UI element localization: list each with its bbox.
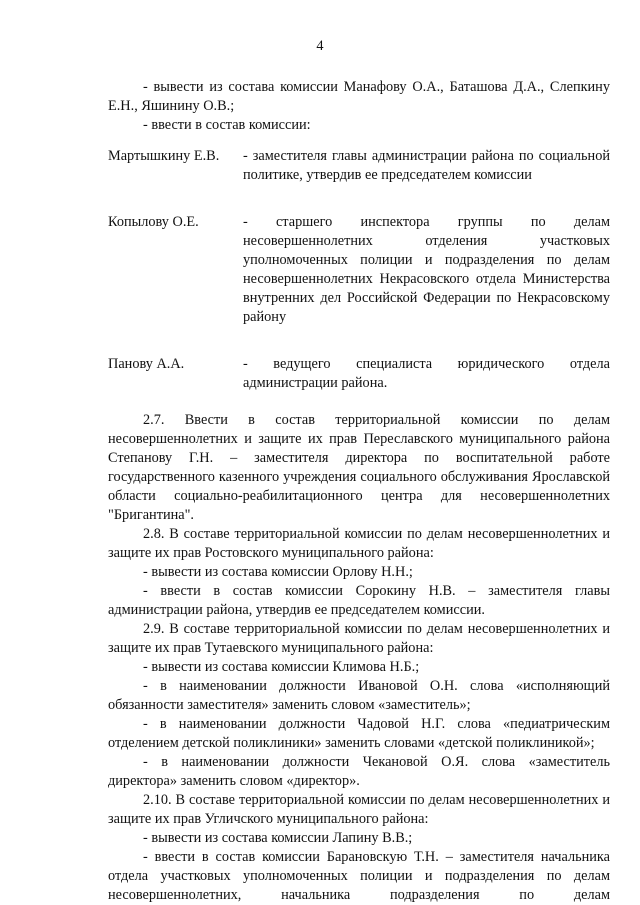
paragraph: 2.10. В составе территориальной комиссии по делам несовершеннолетних и защите их прав Угличского муниципального района: (108, 792, 610, 827)
paragraph: - в наименовании должности Ивановой О.Н. слова «исполняющий обязанности заместителя» заменить словом «заместитель»; (108, 678, 610, 713)
paragraph: - ввести в состав комиссии Сорокину Н.В. – заместителя главы администрации района, утвердив ее председателем комиссии. (108, 583, 610, 618)
member-row (108, 213, 610, 327)
member-role: - заместителя главы администрации района по социальной политике, утвердив ее председателем комиссии (243, 148, 610, 183)
page-number: 4 (316, 38, 324, 54)
paragraph: 2.7. Ввести в состав территориальной комиссии по делам несовершеннолетних и защите их прав Переславского муниципального района Степанову Г.Н. – заместителя директора по воспитательной работе государственного казенного учреждения социального обслуживания Ярославской области социально-реабилитационного центра для несовершеннолетних "Бригантина". (108, 412, 610, 523)
paragraph: - в наименовании должности Чекановой О.Я. слова «заместитель директора» заменить словом «директор». (108, 754, 610, 789)
paragraph-list (108, 411, 610, 905)
member-row (108, 147, 610, 185)
member-name: Копылову О.Е. (108, 214, 199, 230)
paragraph: - в наименовании должности Чадовой Н.Г. слова «педиатрическим отделением детской поликлиники» заменить словами «детской поликлиникой»; (108, 716, 610, 751)
paragraph: - ввести в состав комиссии Барановскую Т.Н. – заместителя начальника отдела участковых уполномоченных полиции и подразделения по делам несовершеннолетних, начальника подразделения по делам (108, 849, 610, 903)
member-name: Мартышкину Е.В. (108, 148, 220, 164)
member-name: Панову А.А. (108, 356, 185, 372)
paragraph: - вывести из состава комиссии Климова Н.Б.; (143, 659, 420, 675)
paragraph: - вывести из состава комиссии Лапину В.В.; (143, 830, 413, 846)
paragraph: - вывести из состава комиссии Орлову Н.Н.; (143, 564, 413, 580)
document-body (108, 78, 610, 905)
member-role: - ведущего специалиста юридического отдела администрации района. (243, 356, 610, 391)
paragraph: 2.9. В составе территориальной комиссии по делам несовершеннолетних и защите их прав Тутаевского муниципального района: (108, 621, 610, 656)
paragraph: 2.8. В составе территориальной комиссии по делам несовершеннолетних и защите их прав Ростовского муниципального района: (108, 526, 610, 561)
intro-add-line: - ввести в состав комиссии: (143, 117, 311, 133)
member-row (108, 355, 610, 393)
intro-remove-line: - вывести из состава комиссии Манафову О.А., Баташова Д.А., Слепкину Е.Н., Яшинину О.В.; (108, 79, 610, 114)
member-role: - старшего инспектора группы по делам несовершеннолетних отделения участковых уполномоченных полиции и подразделения по делам несовершеннолетних Некрасовского отдела Министерства внутренних дел Российской Федерации по Некрасовскому району (243, 214, 610, 325)
